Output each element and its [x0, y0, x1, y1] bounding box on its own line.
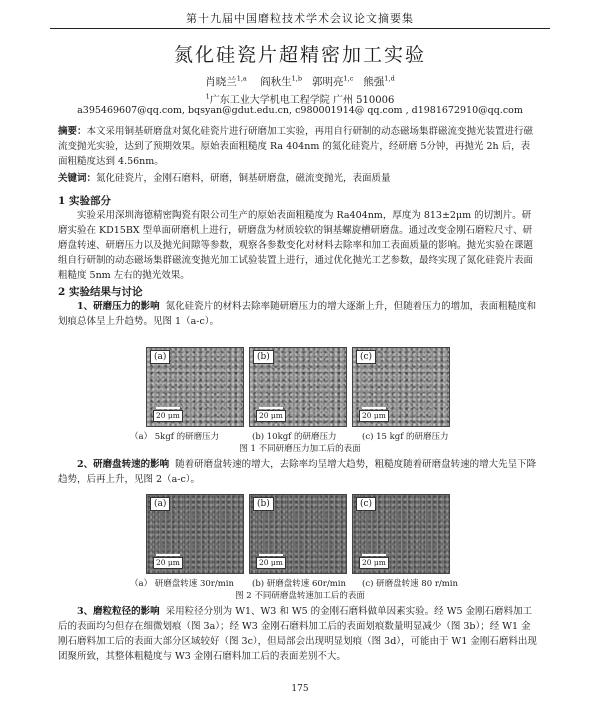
section-paragraph: [58, 299, 538, 329]
micrograph-image: [146, 347, 244, 427]
author-name: 阎秋生: [260, 76, 292, 88]
subcaption: （a） 5kgf 的研磨压力: [130, 432, 220, 442]
abstract-label: 摘要：: [58, 126, 87, 137]
paragraph-text: 采用粒径分别为 W1、W3 和 W5 的金刚石磨料做单因素实验。经 W5 金刚石磨料加工后的表面均匀但存在细微划痕（图 3a）；经 W3 金刚石磨料加工后的表面划痕数量明显减少（图 3b）；经 W1 金刚石磨料加工后的表面大部分区域较好（图 3c），但局部会出现明显划痕（图 3d），可能由于 W1 金刚石磨料出现团聚所致，其整体粗糙度与 W3 金刚石磨料加工后的表面差别不大。: [58, 606, 537, 662]
author-list: [0, 74, 600, 89]
paragraph-text: 氮化硅瓷片的材料去除率随研磨压力的增大逐渐上升，但随着压力的增加，表面粗糙度和划痕总体呈上升趋势。见图 1（a-c）。: [58, 301, 537, 327]
author-emails: a395469607@qq.com, bqsyan@gdut.edu.cn, c980001914@ qq.com , d1981672910@qq.com: [77, 105, 523, 116]
abstract-text: 本文采用铜基研磨盘对氮化硅瓷片进行研磨加工实验，再用自行研制的动态磁场集群磁流变抛光装置进行磁流变抛光实验，达到了预期效果。原始表面粗糙度 Ra 404nm 的氮化硅瓷片，经研磨 5分钟，再抛光 2h 后，表面粗糙度达到 4.56nm。: [58, 126, 534, 167]
micrograph-image: [249, 347, 347, 427]
affiliation-mark: 1: [205, 92, 210, 101]
panel-label: (a): [150, 350, 170, 364]
paragraph-lead: 1、研磨压力的影响: [77, 301, 160, 312]
subcaption: (b) 10kgf 的研磨压力: [252, 432, 337, 442]
micrograph-image: [352, 347, 450, 427]
scale-bar: 20 μm: [153, 557, 183, 569]
micrograph-image: [146, 494, 244, 574]
author-affil-mark: 1,c: [343, 74, 354, 83]
author-name: 肖晓兰: [205, 76, 237, 88]
section-paragraph: [58, 604, 538, 664]
affiliation-text: 广东工业大学机电工程学院 广州 510006: [209, 95, 395, 106]
paragraph-lead: 3、磨粒粒径的影响: [77, 606, 160, 617]
scale-bar: 20 μm: [153, 410, 183, 422]
section-heading: 1 实验部分: [58, 195, 111, 207]
subcaption: （a） 研磨盘转速 30r/min: [130, 579, 234, 589]
figure-2: [146, 494, 451, 574]
subcaption: (b) 研磨盘转速 60r/min: [252, 579, 346, 589]
figure-1: [146, 347, 451, 427]
page-number: 175: [291, 684, 309, 694]
paragraph-lead: 2、研磨盘转速的影响: [77, 459, 170, 470]
figure-2-subcaptions: [130, 577, 470, 589]
author-affil-mark: 1,a: [236, 74, 247, 83]
paragraph-text: 随着研磨盘转速的增大，去除率均呈增大趋势，粗糙度随着研磨盘转速的增大先呈下降趋势，后再上升，见图 2（a-c）。: [58, 459, 537, 485]
scale-bar: 20 μm: [256, 557, 286, 569]
running-header: 第十九届中国磨粒技术学术会议论文摘要集: [50, 10, 550, 29]
section-heading: 2 实验结果与讨论: [58, 286, 143, 298]
subcaption: (c) 15 kgf 的研磨压力: [362, 432, 449, 442]
author-name: 郭明亮: [312, 76, 344, 88]
paper-title: 氮化硅瓷片超精密加工实验: [173, 44, 426, 66]
abstract: [58, 124, 538, 169]
keywords-label: 关键词：: [58, 173, 97, 184]
figure-1-caption: 图 1 不同研磨压力加工后的表面: [239, 444, 361, 454]
micrograph-image: [249, 494, 347, 574]
micrograph-image: [352, 494, 450, 574]
section-paragraph: [58, 457, 538, 487]
keywords-text: 氮化硅瓷片，金刚石磨料，研磨，铜基研磨盘，磁流变抛光，表面质量: [96, 173, 391, 184]
keywords: [58, 171, 538, 186]
section-paragraph: 实验采用深圳海德精密陶瓷有限公司生产的原始表面粗糙度为 Ra404nm，厚度为 813±2μm 的切割片。研磨实验在 KD15BX 型单面研磨机上进行，研磨盘为材质较软的铜基螺旋槽研磨盘。通过改变金刚石磨粒尺寸、研磨盘转速、研磨压力以及抛光间隙等参数，观察各参数变化对材料去除率和加工表面质量的影响。抛光实验在课题组自行研制的动态磁场集群磁流变抛光加工试验装置上进行，通过优化抛光工艺参数，最终实现了氮化硅瓷片表面粗糙度 5nm 左右的抛光效果。: [58, 210, 534, 281]
panel-label: (b): [253, 350, 274, 364]
affiliation: [0, 91, 600, 106]
scale-bar: 20 μm: [256, 410, 286, 422]
panel-label: (c): [356, 497, 376, 511]
figure-1-subcaptions: [130, 430, 470, 442]
subcaption: (c) 研磨盘转速 80 r/min: [362, 579, 458, 589]
author-affil-mark: 1,d: [384, 74, 395, 83]
figure-2-caption: 图 2 不同研磨盘转速加工后的表面: [235, 591, 365, 601]
author-affil-mark: 1,b: [291, 74, 303, 83]
panel-label: (c): [356, 350, 376, 364]
panel-label: (a): [150, 497, 170, 511]
scale-bar: 20 μm: [359, 557, 389, 569]
scale-bar: 20 μm: [359, 410, 389, 422]
panel-label: (b): [253, 497, 274, 511]
author-name: 熊强: [363, 76, 385, 88]
